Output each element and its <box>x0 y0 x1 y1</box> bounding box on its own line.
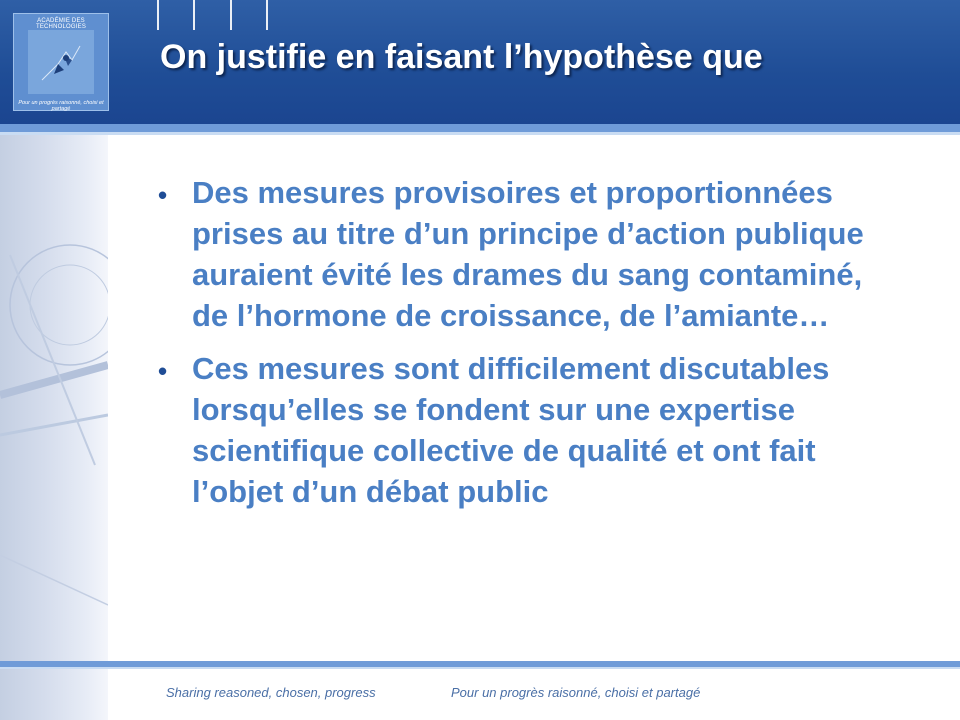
drafting-decoration-icon <box>0 135 108 720</box>
slide-title: On justifie en faisant l’hypothèse que <box>160 38 763 76</box>
bullet-list <box>156 172 896 524</box>
header-divider <box>0 124 960 132</box>
left-decorative-strip <box>0 135 108 720</box>
logo-top-text: ACADÉMIE DES TECHNOLOGIES <box>35 18 87 30</box>
bullet-item <box>156 172 896 336</box>
header-tick <box>230 0 232 30</box>
bullet-dot-icon: • <box>158 356 168 386</box>
header-divider-light <box>0 132 960 135</box>
footer-french-tagline: Pour un progrès raisonné, choisi et partagé <box>451 685 701 700</box>
bullet-text: Des mesures provisoires et proportionnées prises au titre d’un principe d’action publique auraient évité les drames du sang contaminé, de l’hormone de croissance, de l’amiante… <box>192 175 864 333</box>
header-tick <box>193 0 195 30</box>
logo-figure-icon <box>28 30 94 94</box>
footer-english-tagline: Sharing reasoned, chosen, progress <box>166 685 376 700</box>
bullet-item <box>156 348 896 512</box>
header-band <box>0 0 960 124</box>
header-tick <box>266 0 268 30</box>
bullet-dot-icon: • <box>158 180 168 210</box>
header-tick <box>157 0 159 30</box>
academy-logo <box>13 13 109 111</box>
bullet-text: Ces mesures sont difficilement discutables lorsqu’elles se fondent sur une expertise scientifique collective de qualité et ont fait l’objet d’un débat public <box>192 351 830 509</box>
footer-divider-light <box>0 667 960 669</box>
logo-bottom-text: Pour un progrès raisonné, choisi et partagé <box>18 100 104 112</box>
